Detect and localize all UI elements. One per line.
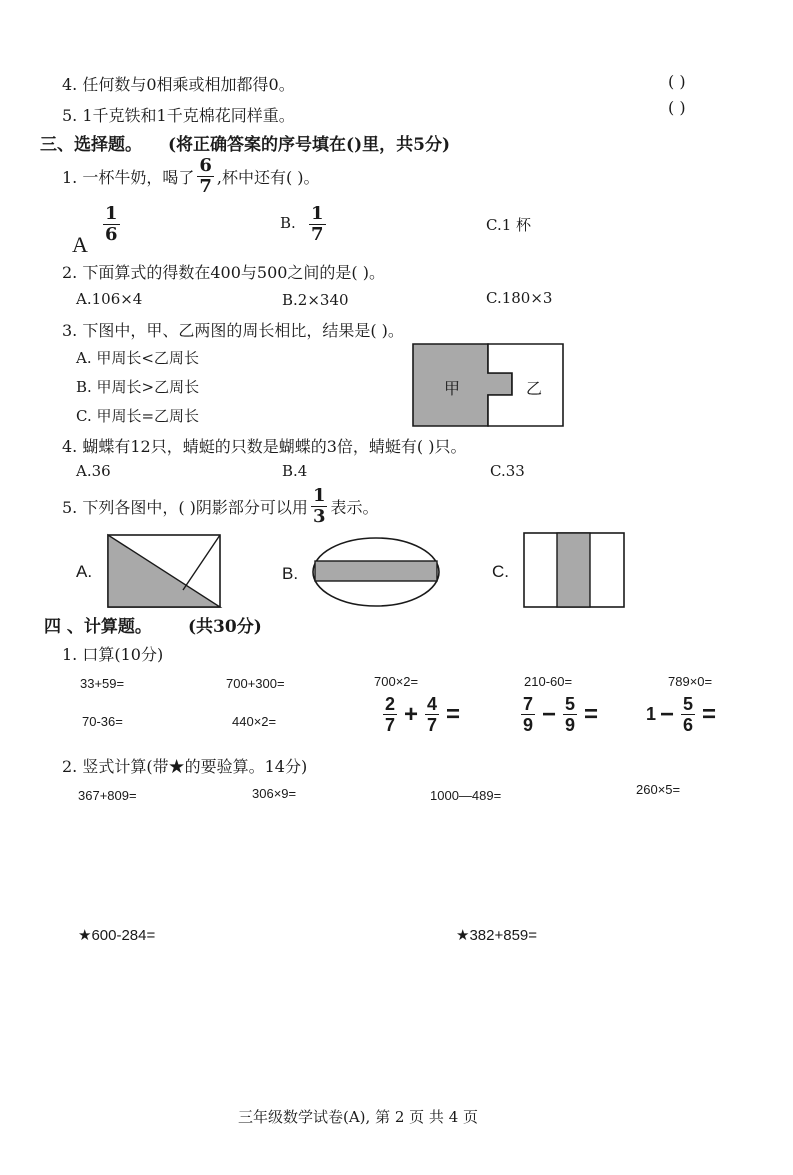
q1-fraction-denominator: 7 xyxy=(199,176,212,197)
section4-note: (共30分) xyxy=(188,617,262,637)
q3-option-a[interactable]: A. 甲周长<乙周长 xyxy=(76,349,199,367)
q4-stem: 4. 蝴蝶有12只，蜻蜓的只数是蝴蝶的3倍，蜻蜓有( )只。 xyxy=(62,437,467,456)
q5-text-post: 表示。 xyxy=(330,498,379,517)
vertical-item-2: 306×9= xyxy=(252,786,297,801)
oral-item-4: 210-60= xyxy=(524,674,573,689)
expr3-whole: 1 xyxy=(646,704,657,724)
expr3-b-numerator: 5 xyxy=(683,694,694,714)
judgement-item-4: 4. 任何数与0相乘或相加都得0。 xyxy=(62,75,295,94)
q4-option-c[interactable]: C.33 xyxy=(490,462,525,480)
vertical-item-star-2: ★382+859= xyxy=(456,927,538,944)
expr1-a-denominator: 7 xyxy=(385,715,396,735)
oral-item-6: 70-36= xyxy=(82,714,123,729)
q5-text-pre: 5. 下列各图中，( )阴影部分可以用 xyxy=(62,498,308,517)
q5-fraction-numerator: 1 xyxy=(312,485,326,506)
q1-option-b-label[interactable]: B. xyxy=(280,214,296,232)
q1-a-numerator: 1 xyxy=(105,203,118,224)
judgement-item-5: 5. 1千克铁和1千克棉花同样重。 xyxy=(62,106,295,125)
q4-option-b[interactable]: B.4 xyxy=(282,462,308,480)
judgement-answer-paren-4[interactable]: ( ) xyxy=(668,72,686,91)
page-footer: 三年级数学试卷(A), 第 2 页 共 4 页 xyxy=(238,1108,479,1126)
q1-a-denominator: 6 xyxy=(105,224,118,245)
q1-option-a-fraction xyxy=(100,204,123,245)
oral-item-7: 440×2= xyxy=(232,714,277,729)
expr2-b-numerator: 5 xyxy=(565,694,576,714)
vertical-item-4: 260×5= xyxy=(636,782,681,797)
section4-title: 四 、计算题。 xyxy=(44,617,152,637)
q3-option-c[interactable]: C. 甲周长=乙周长 xyxy=(76,407,200,425)
q1-stem xyxy=(62,156,320,197)
q5-stem xyxy=(62,486,378,527)
q3-option-b[interactable]: B. 甲周长>乙周长 xyxy=(76,378,200,396)
expr3-b-denominator: 6 xyxy=(683,715,694,735)
expr1-b-numerator: 4 xyxy=(427,694,438,714)
vertical-calc-title: 2. 竖式计算(带★的要验算。14分) xyxy=(62,757,308,776)
q2-option-b[interactable]: B.2×340 xyxy=(282,291,349,309)
expr3-minus-sign: − xyxy=(660,700,675,728)
vertical-item-1: 367+809= xyxy=(78,788,137,803)
oral-fraction-expr-3 xyxy=(646,694,720,735)
oral-calc-title: 1. 口算(10分) xyxy=(62,645,164,664)
q5-option-a-label[interactable]: A. xyxy=(76,562,93,581)
q1-option-c[interactable]: C.1 杯 xyxy=(486,216,532,234)
q2-option-a[interactable]: A.106×4 xyxy=(76,290,143,308)
q5-option-b-label[interactable]: B. xyxy=(282,564,299,583)
q1-fraction-numerator: 6 xyxy=(199,155,212,176)
q1-text-post: ,杯中还有( )。 xyxy=(216,168,320,187)
q2-stem: 2. 下面算式的得数在400与500之间的是( )。 xyxy=(62,263,386,282)
q1-text-pre: 1. 一杯牛奶，喝了 xyxy=(62,168,195,187)
section3-title: 三、选择题。 xyxy=(40,135,142,155)
q5-option-c-label[interactable]: C. xyxy=(492,562,509,581)
q3-label-jia: 甲 xyxy=(444,379,461,398)
q1-fraction xyxy=(197,156,214,197)
judgement-answer-paren-5[interactable]: ( ) xyxy=(668,98,686,117)
expr2-minus-sign: − xyxy=(542,700,557,728)
expr2-a-denominator: 9 xyxy=(523,715,534,735)
expr2-equals: = xyxy=(584,700,599,728)
q1-b-numerator: 1 xyxy=(311,203,324,224)
q2-option-c[interactable]: C.180×3 xyxy=(486,289,553,307)
q5-fraction xyxy=(311,486,328,527)
oral-item-3: 700×2= xyxy=(374,674,419,689)
vertical-item-3: 1000—489= xyxy=(430,788,502,803)
q5-figure-a xyxy=(107,534,221,608)
expr2-a-numerator: 7 xyxy=(523,694,534,714)
q3-label-yi: 乙 xyxy=(526,379,543,398)
section3-note: (将正确答案的序号填在()里，共5分) xyxy=(168,135,451,155)
oral-item-5: 789×0= xyxy=(668,674,713,689)
expr1-a-numerator: 2 xyxy=(385,694,396,714)
oral-item-2: 700+300= xyxy=(226,676,285,691)
q1-b-denominator: 7 xyxy=(311,224,324,245)
q3-stem: 3. 下图中，甲、乙两图的周长相比，结果是( )。 xyxy=(62,321,404,340)
q4-option-a[interactable]: A.36 xyxy=(76,462,111,480)
q5-figure-b xyxy=(311,536,441,608)
q5-fraction-denominator: 3 xyxy=(312,506,326,527)
expr1-equals: = xyxy=(446,700,461,728)
oral-fraction-expr-1 xyxy=(380,694,464,735)
expr1-plus-sign: + xyxy=(404,700,419,728)
expr1-b-denominator: 7 xyxy=(427,715,438,735)
expr2-b-denominator: 9 xyxy=(565,715,576,735)
expr3-equals: = xyxy=(702,700,717,728)
vertical-item-star-1: ★600-284= xyxy=(78,927,156,944)
q1-option-a-label[interactable]: A xyxy=(72,232,88,257)
q1-option-b-fraction xyxy=(306,204,329,245)
oral-fraction-expr-2 xyxy=(518,694,602,735)
q5-figure-c xyxy=(523,532,625,608)
oral-item-1: 33+59= xyxy=(80,676,125,691)
